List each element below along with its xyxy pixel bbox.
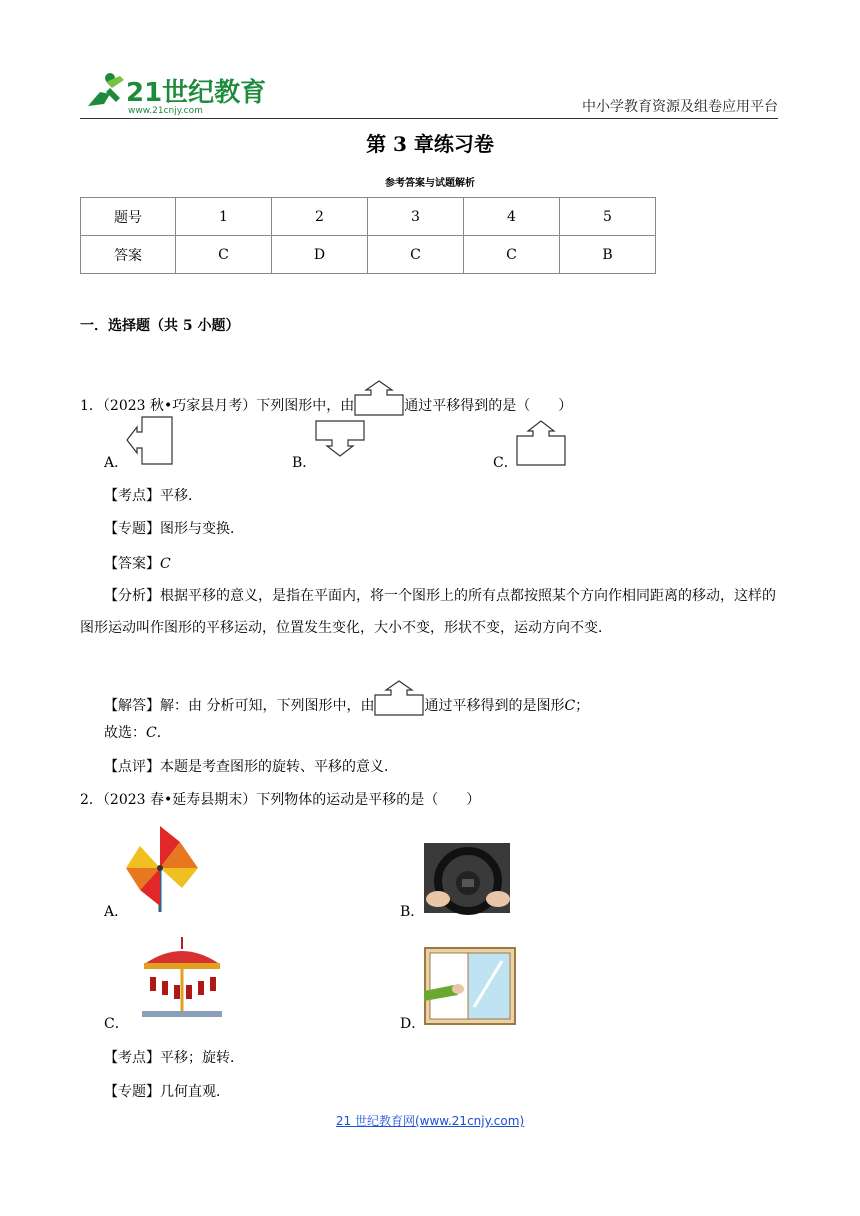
q1-guxuan-value: C bbox=[146, 725, 157, 741]
q1-jieda-value: C bbox=[564, 698, 576, 714]
site-logo bbox=[80, 68, 267, 116]
q2-option-a-label: A． bbox=[104, 904, 129, 920]
q1-stem-pre: 1．（2023 秋•巧家县月考）下列图形中，由 bbox=[80, 398, 355, 414]
table-cell: 1 bbox=[176, 198, 272, 236]
q1-dianping: 【点评】本题是考查图形的旋转、平移的意义． bbox=[104, 759, 398, 775]
q1-guxuan-pre: 故选： bbox=[104, 725, 146, 741]
carousel-image bbox=[136, 937, 228, 1023]
house-shape-icon bbox=[374, 680, 424, 716]
table-row bbox=[81, 198, 656, 236]
table-cell: 题号 bbox=[81, 198, 176, 236]
q1-jieda-pre: 【解答】解：由 分析可知，下列图形中，由 bbox=[104, 698, 375, 714]
q1-option-c-label: C． bbox=[493, 455, 518, 471]
q2-kaodian: 【考点】平移；旋转． bbox=[104, 1050, 244, 1066]
table-row bbox=[81, 236, 656, 274]
q1-stem-post: 通过平移得到的是（ ） bbox=[404, 398, 573, 414]
steering-wheel-image bbox=[424, 843, 510, 913]
q1-fenxi: 【分析】根据平移的意义，是指在平面内，将一个图形上的所有点都按照某个方向作相同距离的移动，这样的图形运动叫作图形的平移运动，位置发生变化，大小不变，形状不变，运动方向不变． bbox=[80, 588, 776, 636]
table-cell: 答案 bbox=[81, 236, 176, 274]
q1-zhuanti: 【专题】图形与变换． bbox=[104, 521, 244, 537]
q1-guxuan-end: ． bbox=[156, 725, 171, 741]
q1-answer-value: C bbox=[160, 556, 171, 572]
runner-icon bbox=[88, 73, 124, 106]
table-cell: D bbox=[272, 236, 368, 274]
table-cell: 2 bbox=[272, 198, 368, 236]
q2-option-b-label: B． bbox=[400, 904, 425, 920]
pinwheel-image bbox=[124, 824, 200, 914]
q1-jieda-post: 通过平移得到的是图形 bbox=[424, 698, 565, 714]
page-subtitle: 参考答案与试题解析 bbox=[385, 178, 475, 189]
q1-kaodian: 【考点】平移． bbox=[104, 488, 202, 504]
q1-answer-label: 【答案】 bbox=[104, 556, 160, 572]
arrow-left-shape-icon bbox=[126, 416, 174, 466]
section-heading: 一．选择题（共 5 小题） bbox=[80, 318, 240, 334]
house-shape-icon bbox=[354, 380, 404, 416]
table-cell: C bbox=[176, 236, 272, 274]
table-cell: C bbox=[464, 236, 560, 274]
q1-option-a-label: A． bbox=[104, 455, 129, 471]
answer-table bbox=[80, 197, 656, 274]
q2-option-c-label: C． bbox=[104, 1016, 129, 1032]
table-cell: B bbox=[560, 236, 656, 274]
q1-stem bbox=[80, 380, 572, 416]
q1-option-b-label: B． bbox=[292, 455, 317, 471]
q2-zhuanti: 【专题】几何直观． bbox=[104, 1084, 230, 1100]
page-footer bbox=[0, 1112, 860, 1129]
table-cell: C bbox=[368, 236, 464, 274]
footer-link[interactable]: 21 世纪教育网(www.21cnjy.com) bbox=[335, 1114, 525, 1128]
sliding-window-image bbox=[424, 947, 516, 1025]
arrow-down-shape-icon bbox=[315, 420, 367, 466]
q1-answer bbox=[104, 553, 171, 573]
q2-stem: 2．（2023 春•延寿县期末）下列物体的运动是平移的是（ ） bbox=[80, 792, 481, 808]
platform-name: 中小学教育资源及组卷应用平台 bbox=[582, 99, 778, 115]
table-cell: 4 bbox=[464, 198, 560, 236]
logo-url: www.21cnjy.com bbox=[128, 106, 203, 116]
page-title: 第 3 章练习卷 bbox=[366, 132, 494, 156]
logo-text: 21世纪教育 bbox=[126, 78, 267, 108]
table-cell: 3 bbox=[368, 198, 464, 236]
q1-jieda-end: ； bbox=[575, 698, 590, 714]
q2-option-d-label: D． bbox=[400, 1016, 426, 1032]
q1-guxuan bbox=[104, 722, 171, 742]
q1-jieda bbox=[104, 680, 589, 716]
header-divider bbox=[80, 118, 778, 119]
arrow-up-shape-icon bbox=[516, 420, 568, 466]
table-cell: 5 bbox=[560, 198, 656, 236]
